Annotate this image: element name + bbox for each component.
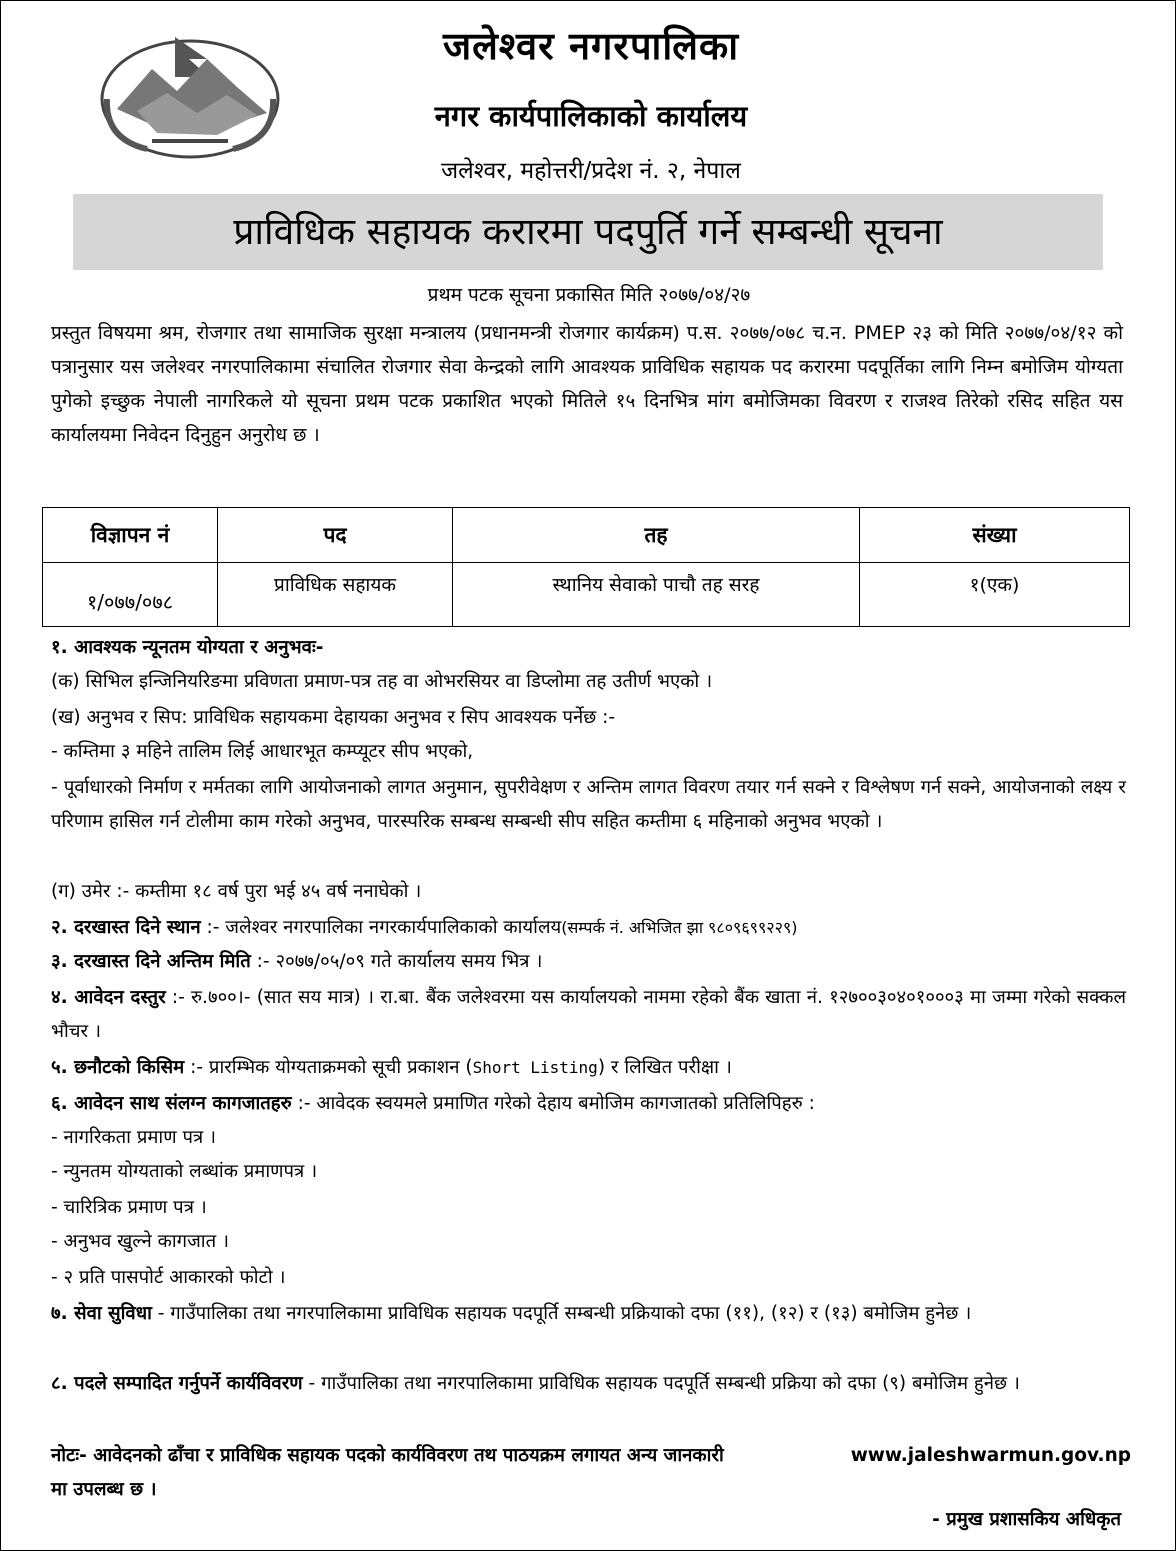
- age-ga: (ग) उमेर :- कम्तीमा १८ वर्ष पुरा भई ४५ वर्ष ननाघेको ।: [51, 881, 422, 902]
- government-emblem-logo: [97, 29, 283, 161]
- section-6: [51, 1087, 1126, 1121]
- section-3-text: :- २०७७/०५/०९ गते कार्यालय समय भित्र ।: [250, 951, 543, 972]
- table-header-row: [43, 508, 1130, 563]
- section-5-text-a: :- प्रारम्भिक योग्यताक्रमको सूची प्रकाशन (: [184, 1057, 473, 1078]
- section-1-heading: १. आवश्यक न्यूनतम योग्यता र अनुभवः-: [51, 637, 324, 658]
- col-header-level: तह: [453, 508, 860, 563]
- section-8-text: - गाउँपालिका तथा नगरपालिकामा प्राविधिक सहायक पदपूर्ति सम्बन्धी प्रक्रिया को दफा (९) बमोजिम हुनेछ ।: [302, 1373, 1020, 1394]
- document-item: - नागरिकता प्रमाण पत्र ।: [51, 1127, 217, 1148]
- section-8: [51, 1367, 1126, 1401]
- col-header-count: संख्या: [860, 508, 1130, 563]
- section-7-label: ७. सेवा सुविधा: [51, 1303, 152, 1324]
- vacancy-table: [42, 507, 1130, 627]
- signature: - प्रमुख प्रशासकिय अधिकृत: [932, 1509, 1121, 1530]
- note-text-2: मा उपलब्ध छ ।: [51, 1479, 157, 1500]
- section-4: [51, 981, 1126, 1049]
- section-2-label: २. दरखास्त दिने स्थान: [51, 917, 201, 938]
- cell-level: स्थानिय सेवाको पाचौ तह सरह: [453, 563, 860, 627]
- document-item: - चारित्रिक प्रमाण पत्र ।: [51, 1197, 207, 1218]
- section-8-label: ८. पदले सम्पादित गर्नुपर्ने कार्यविवरण: [51, 1373, 303, 1394]
- note-text: नोटः- आवेदनको ढाँचा र प्राविधिक सहायक पदको कार्यविवरण तथ पाठयक्रम लगायत अन्य जानकारी: [51, 1445, 724, 1466]
- section-6-label: ६. आवेदन साथ संलग्न कागजातहरु: [51, 1093, 292, 1114]
- office-name: नगर कार्यपालिकाको कार्यालय: [434, 99, 748, 133]
- section-5-text-b: ) र लिखित परीक्षा ।: [597, 1057, 732, 1078]
- section-3-label: ३. दरखास्त दिने अन्तिम मिति: [51, 951, 251, 972]
- office-address: जलेश्वर, महोत्तरी/प्रदेश नं. २, नेपाल: [441, 158, 741, 184]
- skill-bullet-2: - पूर्वाधारको निर्माण र मर्मतका लागि आयोजनाको लागत अनुमान, सुपरीवेक्षण र अन्तिम लागत विवरण तयार गर्न सक्ने र विश्लेषण गर्न सक्ने, आयोजनाको लक्ष्य र परिणाम हासिल गर्न टोलीमा काम गरेको अनुभव, पारस्परिक सम्बन्ध सम्बन्धी सीप सहित कम्तीमा ६ महिनाको अनुभव भएको ।: [51, 777, 1126, 832]
- skill-bullet-1: - कम्तिमा ३ महिने तालिम लिई आधारभूत कम्प्यूटर सीप भएको,: [51, 741, 474, 762]
- qualification-ka: (क) सिभिल इन्जिनियरिङमा प्रविणता प्रमाण-पत्र तह वा ओभरसियर वा डिप्लोमा तह उतीर्ण भएको ।: [51, 671, 713, 692]
- document-item: - अनुभव खुल्ने कागजात ।: [51, 1231, 230, 1252]
- section-2-text: :- जलेश्वर नगरपालिका नगरकार्यपालिकाको कार्यालय: [200, 917, 562, 938]
- intro-paragraph: प्रस्तुत विषयमा श्रम, रोजगार तथा सामाजिक सुरक्षा मन्त्रालय (प्रधानमन्त्री रोजगार कार्यक्रम) प.स. २०७७/०७८ च.न. PMEP २३ को मिति २०७७/०४/१२ को पत्रानुसार यस जलेश्वर नगरपालिकामा संचालित रोजगार सेवा केन्द्रको लागि आवश्यक प्राविधिक सहायक पद करारमा पदपूर्तिका लागि निम्न बमोजिम योग्यता पुगेको इच्छुक नेपाली नागरिकले यो सूचना प्रथम पटक प्रकाशित भएको मितिले १५ दिनभित्र मांग बमोजिमका विवरण र राजश्व तिरेको रसिद सहित यस कार्यालयमा निवेदन दिनुहुन अनुरोध छ ।: [51, 322, 1123, 446]
- municipality-name: जलेश्वर नगरपालिका: [442, 24, 740, 68]
- col-header-post: पद: [218, 508, 453, 563]
- section-2: [51, 911, 1126, 945]
- col-header-ad-no: विज्ञापन नं: [43, 508, 218, 563]
- section-4-label: ४. आवेदन दस्तुर: [51, 987, 166, 1008]
- notice-title: प्राविधिक सहायक करारमा पदपुर्ति गर्ने सम्बन्धी सूचना: [73, 194, 1103, 270]
- document-item: - न्युनतम योग्यताको लब्धांक प्रमाणपत्र ।: [51, 1161, 318, 1182]
- section-5-label: ५. छनौटको किसिम: [51, 1057, 185, 1078]
- table-row: [43, 563, 1130, 627]
- contact-number: (सम्पर्क नं. अभिजित झा ९८०९६९९२२९): [561, 918, 798, 937]
- document-item: - २ प्रति पासपोर्ट आकारको फोटो ।: [51, 1267, 286, 1288]
- section-7-text: - गाउँपालिका तथा नगरपालिकामा प्राविधिक सहायक पदपूर्ति सम्बन्धी प्रक्रियाको दफा (११), (१२) र (१३) बमोजिम हुनेछ ।: [151, 1303, 972, 1324]
- cell-count: १(एक): [860, 563, 1130, 627]
- website-link[interactable]: www.jaleshwarmun.gov.np: [850, 1445, 1131, 1466]
- short-listing-text: Short Listing: [472, 1058, 598, 1077]
- cell-ad-no: १/०७७/०७८: [43, 563, 218, 627]
- section-5: [51, 1051, 1126, 1085]
- note-block: [51, 1439, 1131, 1507]
- section-6-text: :- आवेदक स्वयमले प्रमाणित गरेको देहाय बमोजिम कागजातको प्रतिलिपिहरु :: [291, 1093, 815, 1114]
- publish-date: प्रथम पटक सूचना प्रकासित मिति २०७७/०४/२७: [427, 284, 751, 306]
- section-3: [51, 945, 1126, 979]
- section-4-text: :- रु.७००।- (सात सय मात्र) । रा.बा. बैंक जलेश्वरमा यस कार्यालयको नाममा रहेको बैंक खाता नं. १२७००३०४०१०००३ मा जम्मा गरेको सक्कल भौचर ।: [51, 987, 1126, 1042]
- cell-post: प्राविधिक सहायक: [218, 563, 453, 627]
- experience-kha: (ख) अनुभव र सिप: प्राविधिक सहायकमा देहायका अनुभव र सिप आवश्यक पर्नेछ :-: [51, 707, 616, 728]
- section-7: [51, 1297, 1126, 1331]
